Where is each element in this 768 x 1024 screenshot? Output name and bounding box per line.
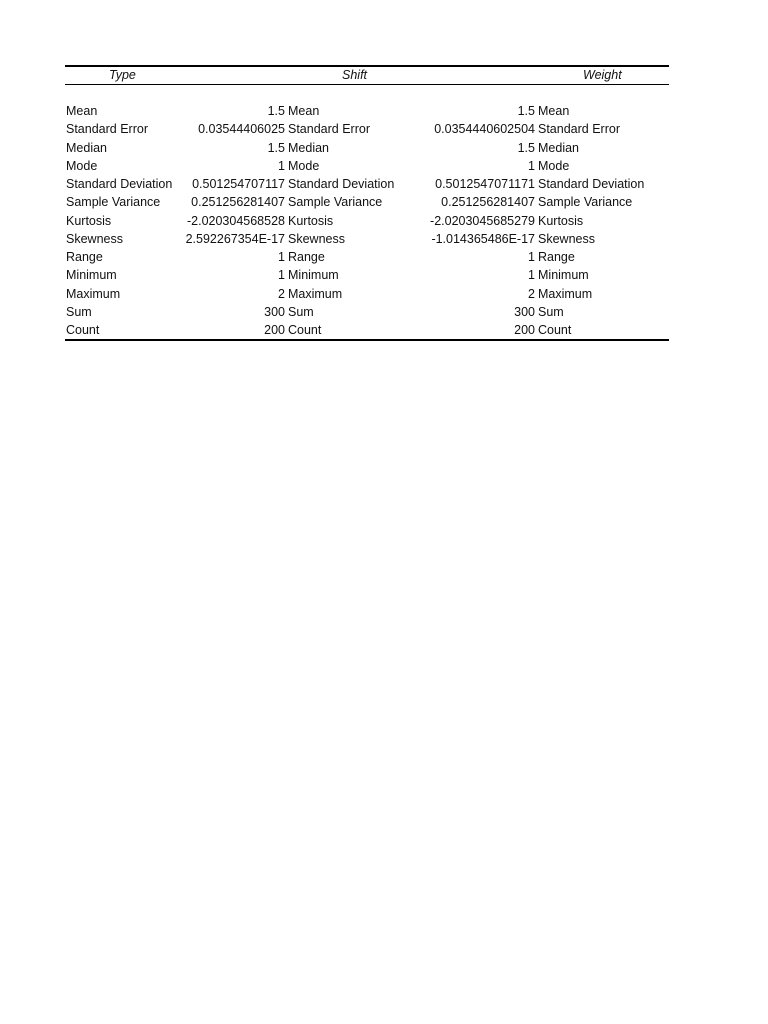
table-row: [65, 175, 669, 193]
row-weight-value: 2: [528, 286, 535, 301]
row-shift-value: 2.592267354E-17: [185, 231, 285, 246]
row-label-2: Sample Variance: [288, 195, 383, 210]
row-shift-value: 1.5: [267, 104, 285, 118]
row-label-1: Maximum: [66, 286, 121, 301]
row-label-1: Sample Variance: [66, 195, 161, 210]
row-label-2: Count: [288, 323, 322, 337]
row-shift-value: 1: [278, 250, 285, 264]
table-body: [65, 102, 669, 339]
row-label-3: Standard Deviation: [538, 177, 645, 191]
table-row: [65, 303, 669, 321]
table-row: [65, 212, 669, 230]
row-label-2: Standard Error: [288, 122, 370, 137]
table-row: [65, 285, 669, 303]
row-label-1: Minimum: [66, 268, 117, 283]
row-label-1: Range: [66, 250, 103, 264]
row-weight-value: 1.5: [517, 104, 535, 118]
row-weight-value: 0.251256281407: [441, 195, 535, 210]
row-weight-value: -1.014365486E-17: [431, 231, 535, 246]
row-weight-value: 1.5: [517, 140, 535, 155]
table-row: [65, 139, 669, 157]
row-label-1: Count: [66, 323, 100, 337]
row-label-1: Median: [66, 140, 107, 155]
table-row: [65, 248, 669, 266]
row-shift-value: 200: [264, 323, 285, 337]
table-row: [65, 120, 669, 138]
row-label-3: Minimum: [538, 268, 589, 283]
row-label-3: Sum: [538, 304, 564, 319]
row-label-2: Maximum: [288, 286, 343, 301]
header-shift: Shift: [342, 68, 368, 82]
table-bottom-rule: [65, 339, 669, 341]
row-label-3: Mode: [538, 158, 570, 173]
row-label-3: Range: [538, 250, 575, 264]
row-shift-value: 0.251256281407: [191, 195, 285, 210]
row-label-1: Standard Error: [66, 122, 148, 137]
row-label-2: Kurtosis: [288, 213, 334, 228]
row-weight-value: 0.5012547071171: [435, 177, 535, 191]
row-label-3: Skewness: [538, 231, 595, 246]
row-label-2: Minimum: [288, 268, 339, 283]
row-label-3: Sample Variance: [538, 195, 633, 210]
row-label-2: Skewness: [288, 231, 345, 246]
row-label-2: Mode: [288, 158, 320, 173]
row-label-2: Range: [288, 250, 325, 264]
table-row: [65, 321, 669, 339]
row-label-3: Count: [538, 323, 572, 337]
row-label-1: Mean: [66, 104, 98, 118]
row-weight-value: 300: [514, 304, 535, 319]
row-shift-value: 0.03544406025: [198, 122, 285, 137]
row-label-2: Standard Deviation: [288, 177, 395, 191]
row-shift-value: 1: [278, 158, 285, 173]
row-weight-value: -2.0203045685279: [430, 213, 535, 228]
row-weight-value: 1: [528, 268, 535, 283]
row-shift-value: 1: [278, 268, 285, 283]
header-weight: Weight: [583, 68, 622, 82]
row-label-3: Kurtosis: [538, 213, 584, 228]
row-label-3: Median: [538, 140, 579, 155]
row-label-1: Mode: [66, 158, 98, 173]
row-label-3: Mean: [538, 104, 570, 118]
row-label-1: Sum: [66, 304, 92, 319]
row-weight-value: 200: [514, 323, 535, 337]
row-shift-value: 2: [278, 286, 285, 301]
row-shift-value: -2.020304568528: [186, 213, 285, 228]
row-label-2: Sum: [288, 304, 314, 319]
row-label-2: Mean: [288, 104, 320, 118]
table-row: [65, 102, 669, 120]
row-weight-value: 1: [528, 250, 535, 264]
table-row: [65, 193, 669, 211]
header-type: Type: [109, 68, 136, 82]
row-shift-value: 0.501254707117: [192, 177, 285, 191]
row-label-1: Standard Deviation: [66, 177, 173, 191]
table-row: [65, 157, 669, 175]
header-rule: [65, 84, 669, 85]
row-label-3: Maximum: [538, 286, 593, 301]
row-shift-value: 1.5: [267, 140, 285, 155]
table-row: [65, 266, 669, 284]
row-label-1: Kurtosis: [66, 213, 112, 228]
table-row: [65, 230, 669, 248]
row-weight-value: 1: [528, 158, 535, 173]
row-label-2: Median: [288, 140, 329, 155]
row-shift-value: 300: [264, 304, 285, 319]
row-label-3: Standard Error: [538, 122, 620, 137]
row-weight-value: 0.0354440602504: [434, 122, 535, 137]
row-label-1: Skewness: [66, 231, 123, 246]
